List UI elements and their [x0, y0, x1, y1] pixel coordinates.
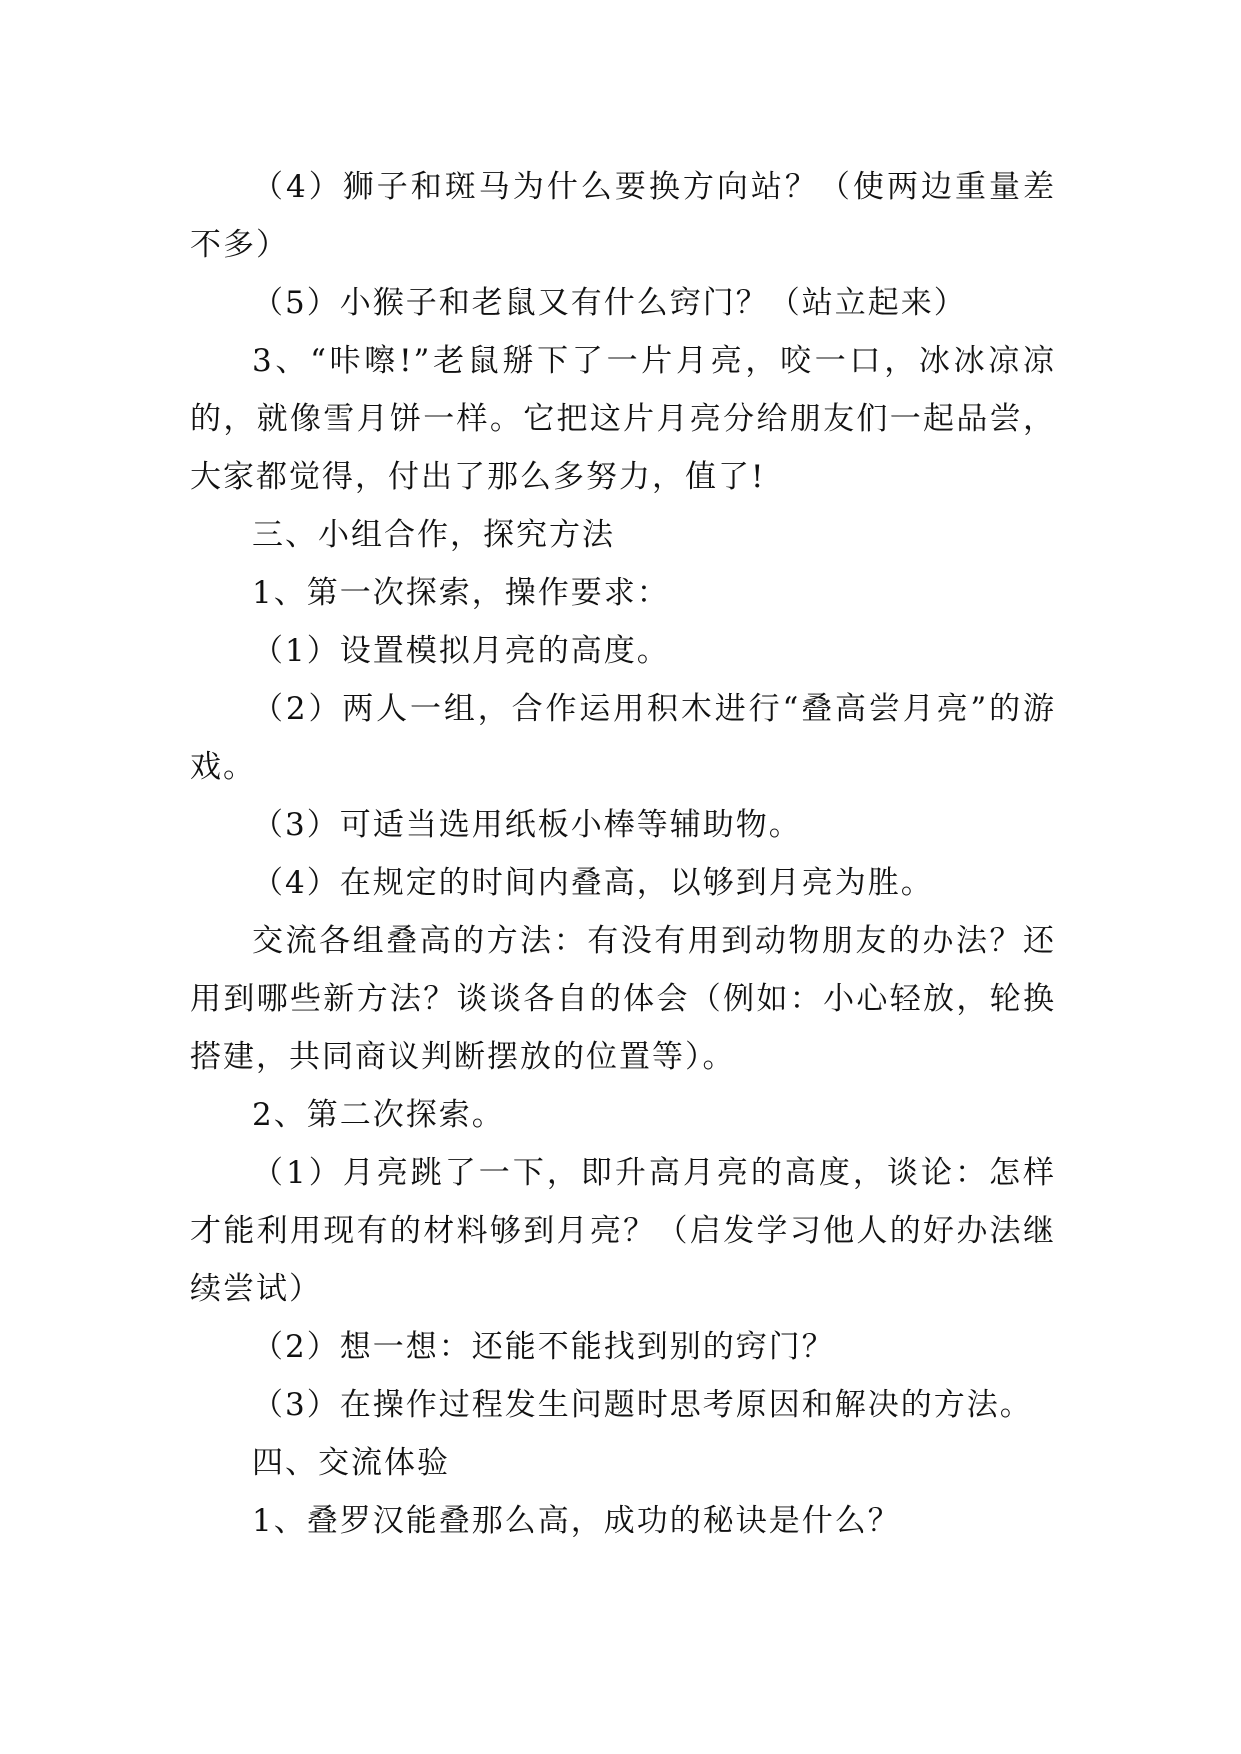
- section-heading-4: 四、交流体验: [252, 1445, 450, 1481]
- paragraph-first-exploration: 1、第一次探索，操作要求：: [252, 575, 670, 611]
- paragraph-second-exploration: 2、第二次探索。: [252, 1097, 505, 1133]
- paragraph-secret-question: 1、叠罗汉能叠那么高，成功的秘诀是什么？: [252, 1503, 901, 1539]
- paragraph-step-3: 3、“咔嚓!”老鼠掰下了一片月亮，咬一口，冰冰凉凉的，就像雪月饼一样。它把这片月亮分给朋友们一起品尝，大家都觉得，付出了那么多努力，值了!: [190, 343, 1056, 495]
- second-item-3: （3）在操作过程发生问题时思考原因和解决的方法。: [252, 1387, 1033, 1423]
- section-heading-3: 三、小组合作，探究方法: [252, 517, 615, 553]
- paragraph-question-5: （5）小猴子和老鼠又有什么窍门？（站立起来）: [252, 285, 967, 321]
- requirement-3: （3）可适当选用纸板小棒等辅助物。: [252, 807, 802, 843]
- requirement-1: （1）设置模拟月亮的高度。: [252, 633, 670, 669]
- requirement-4: （4）在规定的时间内叠高，以够到月亮为胜。: [252, 865, 934, 901]
- paragraph-question-4: （4）狮子和斑马为什么要换方向站？（使两边重量差不多）: [190, 169, 1056, 263]
- paragraph-exchange-methods: 交流各组叠高的方法：有没有用到动物朋友的办法？还用到哪些新方法？谈谈各自的体会（例如：小心轻放，轮换搭建，共同商议判断摆放的位置等）。: [190, 923, 1056, 1075]
- document-body: [190, 158, 1056, 1550]
- requirement-2: （2）两人一组，合作运用积木进行“叠高尝月亮”的游戏。: [190, 691, 1056, 785]
- second-item-2: （2）想一想：还能不能找到别的窍门？: [252, 1329, 835, 1365]
- second-item-1: （1）月亮跳了一下，即升高月亮的高度，谈论：怎样才能利用现有的材料够到月亮？（启发学习他人的好办法继续尝试）: [190, 1155, 1056, 1307]
